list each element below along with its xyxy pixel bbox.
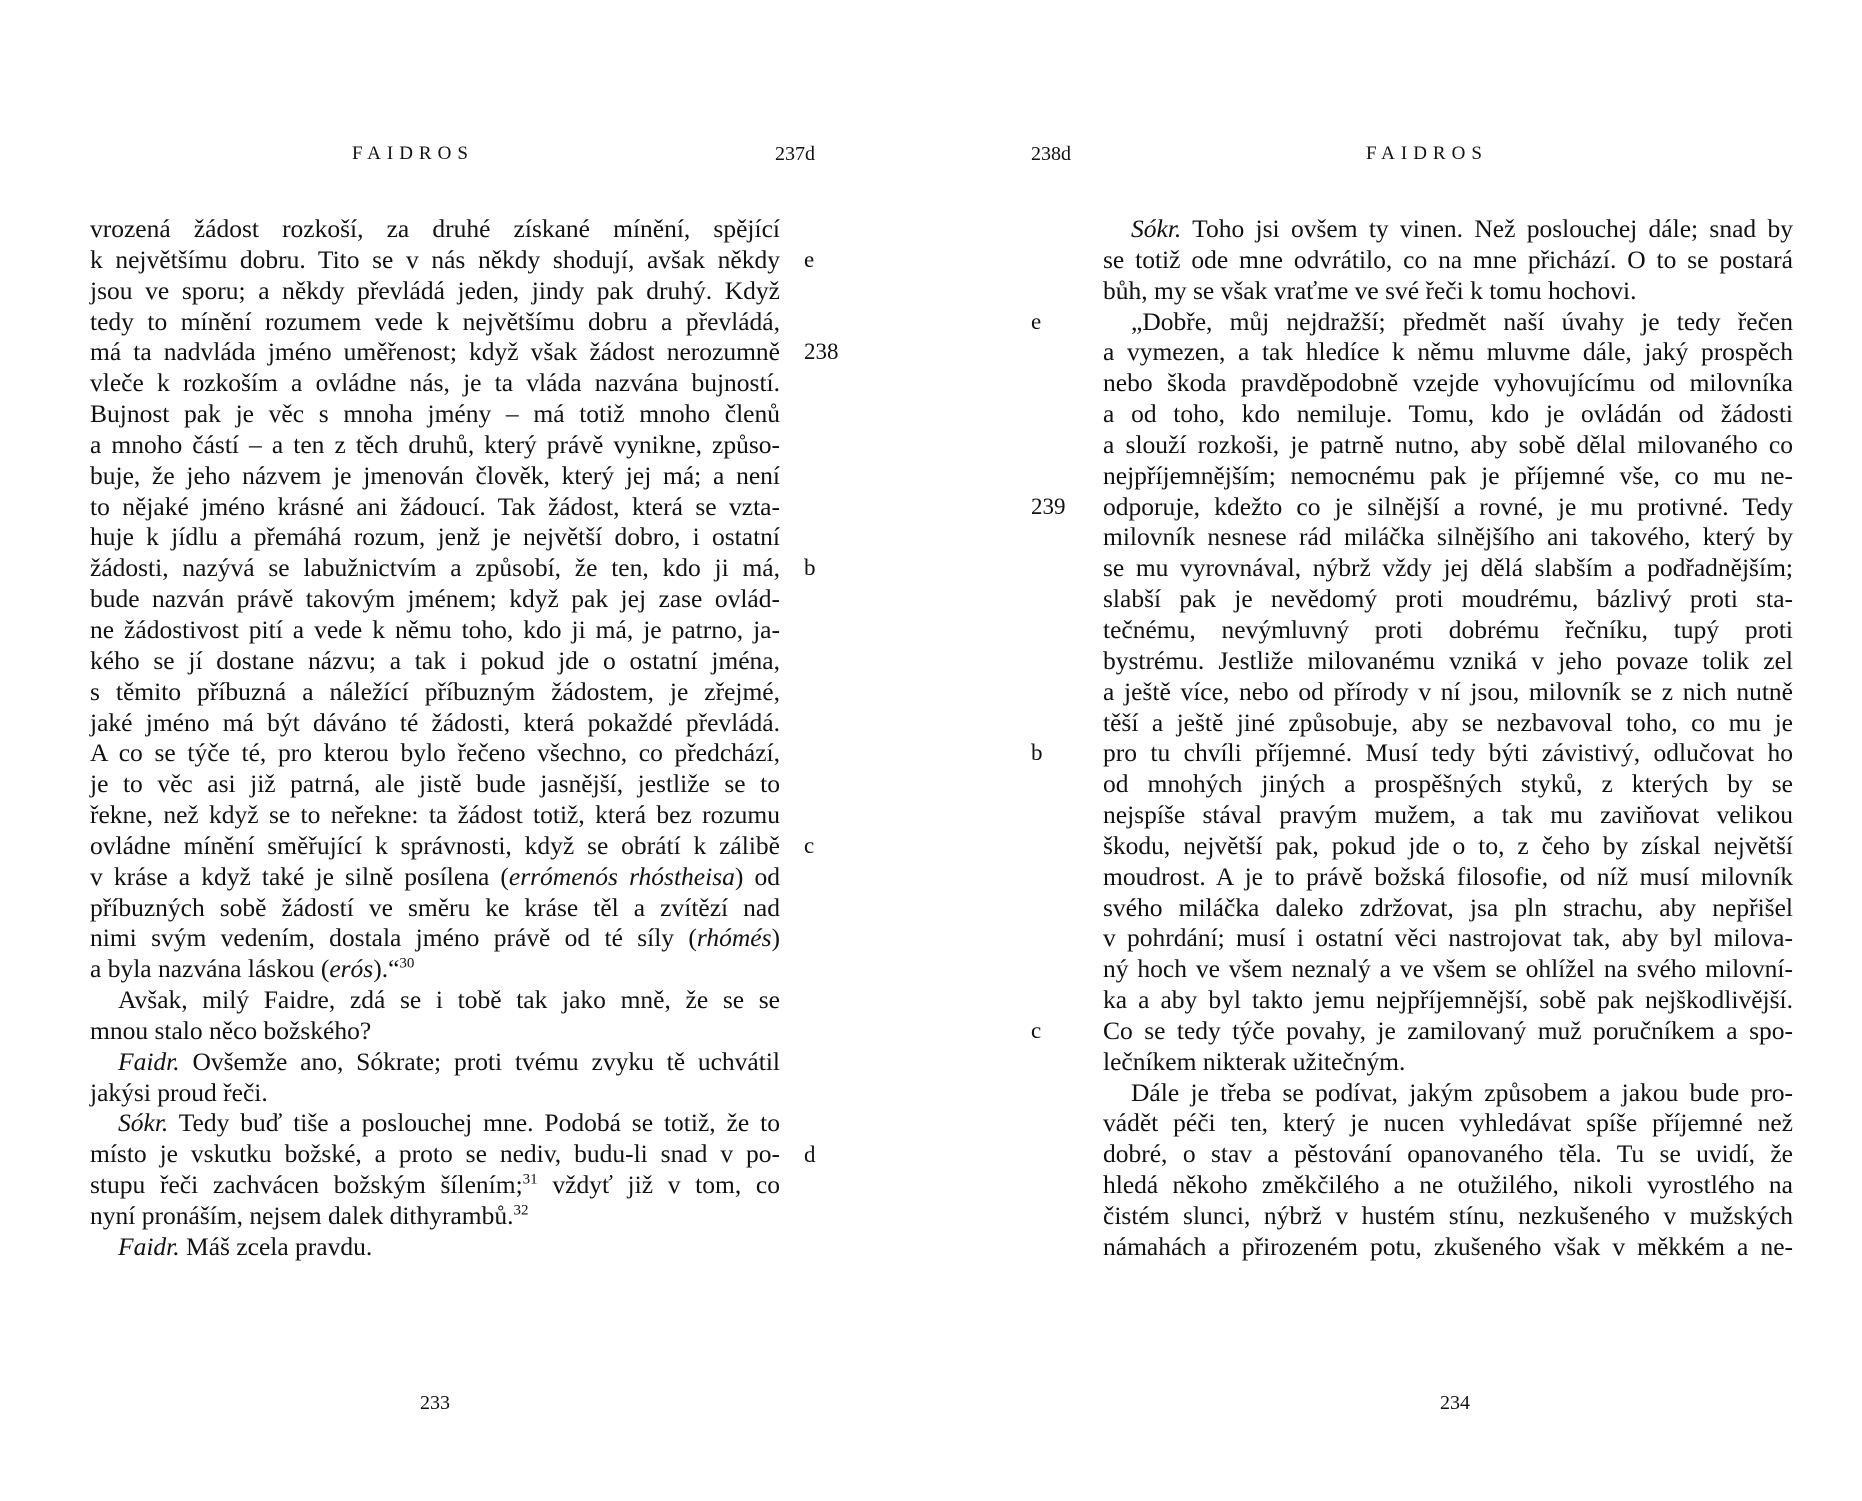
speaker-label: Faidr. xyxy=(118,1046,180,1076)
text-line: je to věc asi již patrná, ale jistě bude jasnější, jestliže se to xyxy=(90,769,780,799)
left-running-reference: 237d xyxy=(775,143,815,165)
right-running-title: FAIDROS xyxy=(1366,143,1488,164)
margin-reference: e xyxy=(1031,308,1042,334)
text-line: jsou ve sporu; a někdy převládá jeden, jindy pak druhý. Když xyxy=(90,275,780,305)
text-segment: Toho jsi ovšem ty vinen. Než poslouchej dále; snad by xyxy=(1181,214,1793,243)
text-line: kého se jí dostane názvu; a tak i pokud jde o ostatní jména, xyxy=(90,645,780,675)
text-segment: Ovšemže ano, Sókrate; proti tvému zvyku tě uchvátil xyxy=(179,1046,780,1076)
text-line: Avšak, milý Faidre, zdá se i tobě tak jako mně, že se se xyxy=(118,985,780,1015)
margin-reference: b xyxy=(1031,740,1043,766)
text-line: svého miláčka daleko zdržovat, jsa pln strachu, aby nepřišel xyxy=(1103,892,1793,922)
footnote-marker: 31 xyxy=(522,1171,538,1188)
text-line: a vymezen, a tak hledíce k němu mluvme dále, jaký prospěch xyxy=(1103,337,1793,367)
text-line: buje, že jeho názvem je jmenován člověk, který jej má; a není xyxy=(90,460,780,490)
text-line: slabší pak je nevědomý proti moudrému, bázlivý proti sta- xyxy=(1103,584,1793,614)
text-segment: ) xyxy=(771,923,780,953)
text-line: žádosti, nazývá se labužnictvím a způsobí, že ten, kdo ji má, xyxy=(90,553,780,583)
text-segment: ).“ xyxy=(373,954,400,984)
text-line: Bujnost pak je věc s mnoha jmény – má totiž mnoho členů xyxy=(90,399,780,429)
text-line: odporuje, kdežto co je silnější a rovné, je mu protivné. Tedy xyxy=(1103,491,1793,521)
text-line: a od toho, kdo nemiluje. Tomu, kdo je ovládán od žádosti xyxy=(1103,399,1793,429)
text-segment: nimi svým vedením, dostala jméno právě od té síly ( xyxy=(90,923,697,953)
text-line: škodu, největší pak, pokud jde o to, z čeho by získal největší xyxy=(1103,830,1793,860)
text-line: vleče k rozkoším a ovládne nás, je ta vláda nazvána bujností. xyxy=(90,368,780,398)
text-line: nejspíše stával pravým mužem, a tak mu zaviňovat velikou xyxy=(1103,800,1793,830)
text-line: nejpříjemnějším; nemocnému pak je příjemné vše, co mu ne- xyxy=(1103,460,1793,490)
left-running-title: FAIDROS xyxy=(352,143,474,164)
text-line: se totiž ode mne odvrátilo, co na mne přichází. O to se postará xyxy=(1103,244,1793,274)
footnote-marker: 30 xyxy=(399,955,415,972)
text-line: ka a aby byl takto jemu nejpříjemnější, sobě pak nejškodlivější. xyxy=(1103,985,1793,1015)
text-line xyxy=(90,1047,780,1078)
text-line: „Dobře, můj nejdražší; předmět naší úvahy je tedy řečen xyxy=(1131,306,1793,336)
text-line: ný hoch ve všem neznalý a ve všem se ohlížel na svého milovní- xyxy=(1103,954,1793,984)
text-line: bystrému. Jestliže milovanému vzniká v jeho povaze tolik zel xyxy=(1103,645,1793,675)
text-line: nebo škoda pravděpodobně vzejde vyhovujícímu od milovníka xyxy=(1103,368,1793,398)
text-line: má ta nadvláda jméno uměřenost; když však žádost nerozumně xyxy=(90,337,780,367)
text-segment: Máš zcela pravdu. xyxy=(179,1231,373,1261)
margin-reference: b xyxy=(804,555,816,581)
greek-term: rhómés xyxy=(696,923,772,953)
margin-reference: c xyxy=(1031,1018,1042,1044)
text-line: mnou stalo něco božského? xyxy=(90,1015,372,1045)
text-line: a mnoho částí – a ten z těch druhů, který právě vynikne, způso- xyxy=(90,429,780,459)
text-line: čistém slunci, nýbrž v hustém stínu, nezkušeného v mužských xyxy=(1103,1201,1793,1230)
text-line xyxy=(90,862,780,893)
greek-term: erós xyxy=(329,954,374,984)
text-line: Dále je třeba se podívat, jakým způsobem a jakou bude pro- xyxy=(1131,1077,1793,1107)
text-line xyxy=(90,954,780,985)
text-line: hledá někoho změkčilého a ne otužilého, nikoli vyrostlého na xyxy=(1103,1170,1793,1200)
text-line xyxy=(90,1170,780,1201)
text-line xyxy=(90,923,780,954)
text-segment: a byla nazvána láskou ( xyxy=(90,954,330,984)
margin-reference: 239 xyxy=(1031,493,1066,519)
greek-term: errómenós rhóstheisa xyxy=(508,861,735,891)
text-line: s těmito příbuzná a náležící příbuzným žádostem, je zřejmé, xyxy=(90,676,780,706)
text-line: a ještě více, nebo od přírody v ní jsou, milovník se z nich nutně xyxy=(1103,676,1793,706)
text-line: ovládne mínění směřující k správnosti, když se obrátí k zálibě xyxy=(90,830,780,860)
text-line xyxy=(1103,214,1793,245)
text-line xyxy=(90,1232,780,1263)
text-line: huje k jídlu a přemáhá rozum, jenž je největší dobro, i ostatní xyxy=(90,522,780,552)
text-line: a slouží rozkoši, je patrně nutno, aby sobě dělal milovaného co xyxy=(1103,429,1793,459)
text-line: to nějaké jméno krásné ani žádoucí. Tak žádost, která se vzta- xyxy=(90,491,780,521)
margin-reference: d xyxy=(804,1141,816,1167)
right-running-reference: 238d xyxy=(1031,143,1071,165)
text-line: lečníkem nikterak užitečným. xyxy=(1103,1046,1406,1076)
text-line: jaké jméno má být dáváno té žádosti, která pokaždé převládá. xyxy=(90,707,780,737)
text-line: námahách a přirozeném potu, zkušeného však v měkkém a ne- xyxy=(1103,1231,1793,1261)
text-line: dobré, o stav a pěstování opanovaného těla. Tu se uvidí, že xyxy=(1103,1139,1793,1169)
margin-reference: 238 xyxy=(804,339,839,365)
text-line xyxy=(90,1201,780,1232)
speaker-label: Faidr. xyxy=(118,1231,180,1261)
text-line: A co se týče té, pro kterou bylo řečeno všechno, co předchází, xyxy=(90,738,780,768)
footnote-marker: 32 xyxy=(513,1202,529,1219)
text-segment: Tedy buď tiše a poslouchej mne. Podobá se totiž, že to xyxy=(168,1108,780,1138)
text-line: místo je vskutku božské, a proto se nediv, budu-li snad v po- xyxy=(90,1139,780,1169)
text-line: ne žádostivost pití a vede k němu toho, kdo ji má, je patrno, ja- xyxy=(90,614,780,644)
text-line: tečnému, nevýmluvný proti dobrému řečníku, tupý proti xyxy=(1103,614,1793,644)
margin-reference: c xyxy=(804,833,815,858)
text-line: řekne, než když se to neřekne: ta žádost totiž, která bez rozumu xyxy=(90,800,780,830)
text-line: pro tu chvíli příjemné. Musí tedy býti závistivý, odlučovat ho xyxy=(1103,738,1793,768)
text-line: v pohrdání; musí i ostatní věci nastrojovat tak, aby byl milova- xyxy=(1103,923,1793,953)
speaker-label: Sókr. xyxy=(118,1108,169,1138)
text-segment: nyní pronáším, nejsem dalek dithyrambů. xyxy=(90,1201,514,1230)
text-line: vrozená žádost rozkoší, za druhé získané mínění, spějící xyxy=(90,214,780,243)
margin-reference: e xyxy=(804,246,815,272)
right-page-number: 234 xyxy=(1440,1392,1470,1414)
text-line: se mu vyrovnával, nýbrž vždy jej dělá slabším a podřadnějším; xyxy=(1103,553,1793,583)
text-segment: stupu řeči zachvácen božským šílením; xyxy=(90,1170,523,1200)
text-line: bude nazván právě takovým jménem; když pak jej zase ovlád- xyxy=(90,584,780,614)
left-page-number: 233 xyxy=(420,1392,450,1414)
text-line: těší a ještě jiné způsobuje, aby se nezbavoval toho, co mu je xyxy=(1103,707,1793,737)
text-line: od mnohých jiných a prospěšných styků, z kterých by se xyxy=(1103,769,1793,799)
text-line: vádět péči ten, který je nucen vyhledávat spíše příjemné než xyxy=(1103,1108,1793,1138)
text-line: jakýsi proud řeči. xyxy=(90,1077,268,1107)
right-page xyxy=(931,0,1862,1501)
text-line: Co se tedy týče povahy, je zamilovaný muž poručníkem a spo- xyxy=(1103,1015,1793,1045)
text-line xyxy=(90,1108,780,1139)
text-line: příbuzných sobě žádostí ve směru ke kráse těl a zvítězí nad xyxy=(90,892,780,922)
text-line: k největšímu dobru. Tito se v nás někdy shodují, avšak někdy xyxy=(90,244,780,274)
text-line: tedy to mínění rozumem vede k největšímu dobru a převládá, xyxy=(90,306,780,336)
text-line: milovník nesnese rád miláčka silnějšího ani takového, který by xyxy=(1103,522,1793,552)
text-line: bůh, my se však vraťme ve své řeči k tomu hochovi. xyxy=(1103,275,1637,305)
text-line: moudrost. A je to právě božská filosofie, od níž musí milovník xyxy=(1103,861,1793,891)
left-text-block xyxy=(90,214,780,1263)
text-segment: vždyť již v tom, co xyxy=(537,1170,780,1200)
text-segment: ) od xyxy=(734,861,780,891)
speaker-label: Sókr. xyxy=(1131,214,1182,243)
text-segment: v kráse a když také je silně posílena ( xyxy=(90,861,509,891)
right-text-block xyxy=(1103,214,1793,1263)
